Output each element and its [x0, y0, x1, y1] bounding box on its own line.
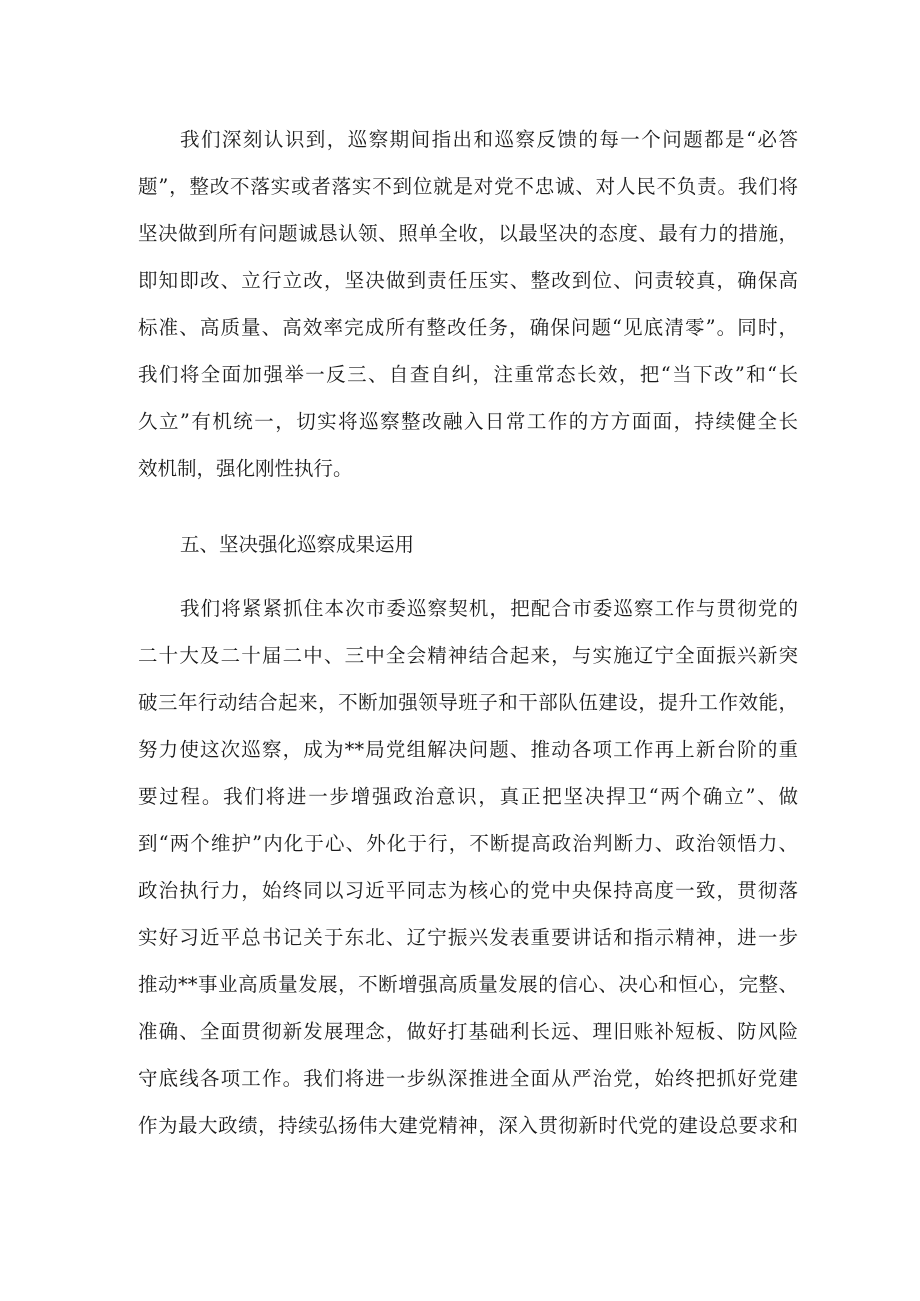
paragraph-2-line: 二十大及二十届二中、三中全会精神结合起来，与实施辽宁全面振兴新突	[138, 644, 798, 667]
paragraph-2-line: 作为最大政绩，持续弘扬伟大建党精神，深入贯彻新时代党的建设总要求和	[138, 1114, 798, 1137]
paragraph-1-line: 我们将全面加强举一反三、自查自纠，注重常态长效，把“当下改”和“长	[138, 363, 798, 386]
paragraph-1-line: 即知即改、立行立改，坚决做到责任压实、整改到位、问责较真，确保高	[138, 269, 798, 292]
paragraph-1-line: 题”，整改不落实或者落实不到位就是对党不忠诚、对人民不负责。我们将	[138, 175, 798, 198]
paragraph-2-line: 推动**事业高质量发展，不断增强高质量发展的信心、决心和恒心，完整、	[138, 973, 798, 996]
paragraph-2-line: 政治执行力，始终同以习近平同志为核心的党中央保持高度一致，贯彻落	[138, 879, 798, 902]
paragraph-2-line: 实好习近平总书记关于东北、辽宁振兴发表重要讲话和指示精神，进一步	[138, 926, 798, 949]
paragraph-1-line: 标准、高质量、高效率完成所有整改任务，确保问题“见底清零”。同时，	[138, 316, 798, 339]
paragraph-2-line: 我们将紧紧抓住本次市委巡察契机，把配合市委巡察工作与贯彻党的	[180, 597, 798, 620]
paragraph-1-line: 我们深刻认识到，巡察期间指出和巡察反馈的每一个问题都是“必答	[180, 128, 798, 151]
section-heading: 五、坚决强化巡察成果运用	[180, 533, 415, 556]
paragraph-2-line: 准确、全面贯彻新发展理念，做好打基础利长远、理旧账补短板、防风险	[138, 1020, 798, 1043]
paragraph-2-line: 破三年行动结合起来，不断加强领导班子和干部队伍建设，提升工作效能，	[138, 691, 798, 714]
paragraph-2-line: 努力使这次巡察，成为**局党组解决问题、推动各项工作再上新台阶的重	[138, 738, 798, 761]
paragraph-2-line: 守底线各项工作。我们将进一步纵深推进全面从严治党，始终把抓好党建	[138, 1067, 798, 1090]
paragraph-1-line: 效机制，强化刚性执行。	[138, 457, 353, 480]
paragraph-2-line: 到“两个维护”内化于心、外化于行，不断提高政治判断力、政治领悟力、	[138, 832, 798, 855]
paragraph-1-line: 久立”有机统一，切实将巡察整改融入日常工作的方方面面，持续健全长	[138, 410, 798, 433]
paragraph-1-line: 坚决做到所有问题诚恳认领、照单全收，以最坚决的态度、最有力的措施，	[138, 222, 798, 245]
paragraph-2-line: 要过程。我们将进一步增强政治意识，真正把坚决捍卫“两个确立”、做	[138, 785, 798, 808]
